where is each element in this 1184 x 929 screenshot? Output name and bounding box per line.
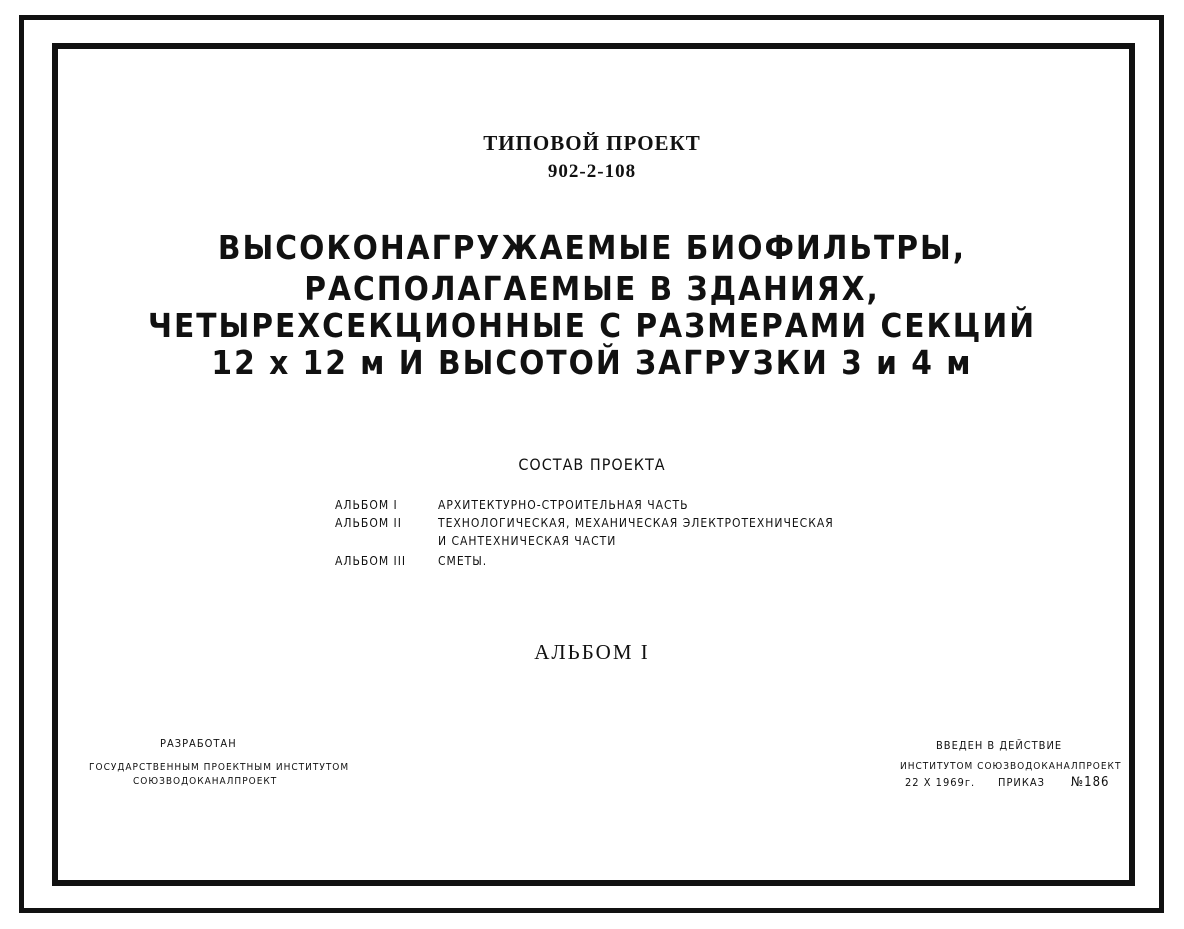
title-line-4: 12 х 12 м И ВЫСОТОЙ ЗАГРУЗКИ 3 и 4 м [211, 343, 973, 382]
project-type-label: ТИПОВОЙ ПРОЕКТ [483, 131, 701, 155]
album-title: АЛЬБОМ I [534, 640, 650, 664]
developer-line-1: ГОСУДАРСТВЕННЫМ ПРОЕКТНЫМ ИНСТИТУТОМ [89, 762, 350, 773]
album-3-label: АЛЬБОМ III [335, 554, 407, 568]
album-1-label: АЛЬБОМ I [335, 498, 398, 512]
album-3-description: СМЕТЫ. [438, 554, 488, 568]
developer-heading: РАЗРАБОТАН [160, 737, 237, 750]
composition-heading: СОСТАВ ПРОЕКТА [518, 455, 666, 474]
approval-order-label: ПРИКАЗ [998, 776, 1045, 789]
album-1-description: АРХИТЕКТУРНО-СТРОИТЕЛЬНАЯ ЧАСТЬ [438, 498, 689, 512]
approval-date: 22 X 1969г. [905, 776, 976, 789]
approval-heading: ВВЕДЕН В ДЕЙСТВИЕ [936, 739, 1063, 752]
title-line-2: РАСПОЛАГАЕМЫЕ В ЗДАНИЯХ, [304, 269, 880, 308]
album-2-label: АЛЬБОМ II [335, 516, 402, 530]
project-number: 902-2-108 [547, 161, 637, 182]
developer-line-2: СОЮЗВОДОКАНАЛПРОЕКТ [133, 776, 278, 787]
title-line-3: ЧЕТЫРЕХСЕКЦИОННЫЕ С РАЗМЕРАМИ СЕКЦИЙ [147, 306, 1037, 345]
title-line-1: ВЫСОКОНАГРУЖАЕМЫЕ БИОФИЛЬТРЫ, [217, 228, 967, 267]
approval-order-number: №186 [1071, 775, 1110, 790]
album-2-description-cont: И САНТЕХНИЧЕСКАЯ ЧАСТИ [438, 534, 617, 548]
album-2-description: ТЕХНОЛОГИЧЕСКАЯ, МЕХАНИЧЕСКАЯ ЭЛЕКТРОТЕХНИЧЕСКАЯ [438, 516, 834, 530]
approval-line-1: ИНСТИТУТОМ СОЮЗВОДОКАНАЛПРОЕКТ [900, 761, 1122, 772]
